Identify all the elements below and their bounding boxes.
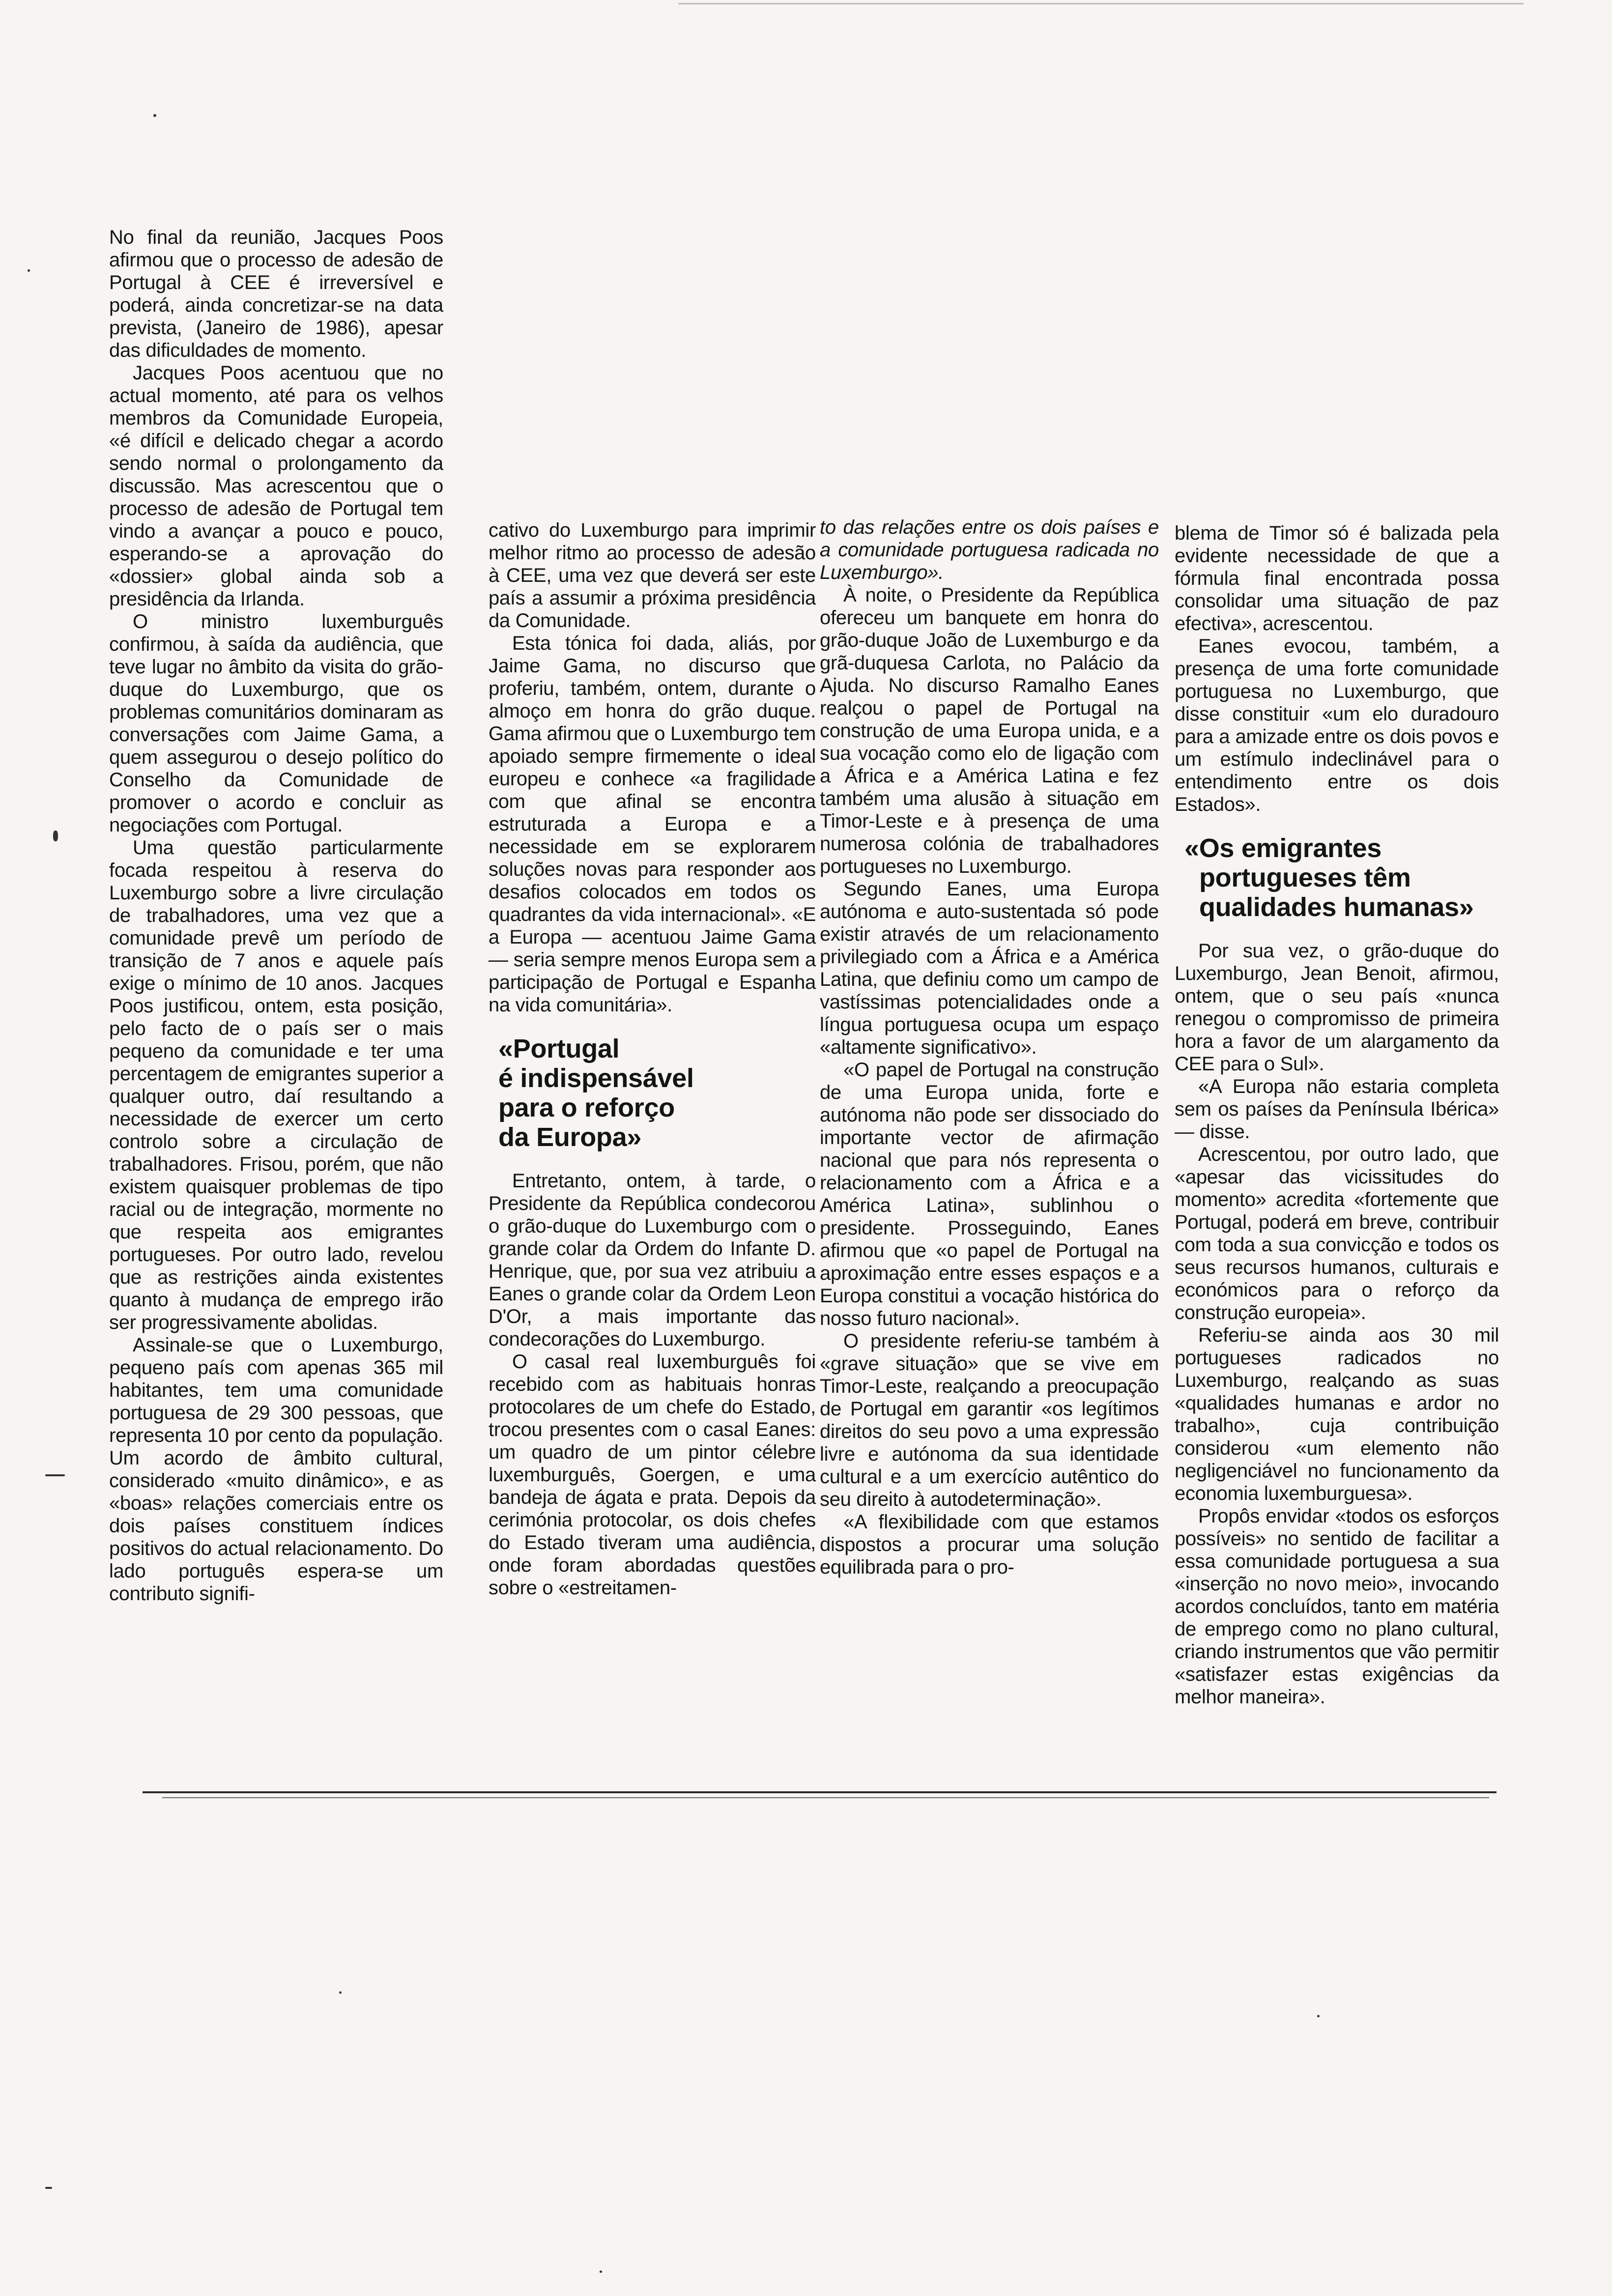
paragraph: to das relações entre os dois países e a comunidade portuguesa radicada no Luxemburgo». [820,517,1159,583]
scan-speck [339,1991,342,1994]
paragraph: Por sua vez, o grão-duque do Luxemburgo, Jean Benoit, afirmou, ontem, que o seu país «nunca renegou o compromisso de primeira hora a favor de um alargamento da CEE para o Sul». [1175,940,1499,1075]
paragraph: Eanes evocou, também, a presença de uma forte comunidade portuguesa no Luxemburgo, que disse constituir «um elo duradouro para a amizade entre os dois povos e um estímulo indeclinável para o entendimento entre os dois Estados». [1175,635,1499,815]
subheading-line: da Europa» [498,1122,642,1152]
subheading-emigrantes [1184,833,1499,922]
paragraph: Propôs envidar «todos os esforços possíveis» no sentido de facilitar a essa comunidade portuguesa a sua «inserção no novo meio», invocando acordos concluídos, tanto em matéria de emprego como no plano cultural, criando instrumentos que vão permitir «satisfazer estas exigências da melhor maneira». [1175,1505,1499,1708]
scan-speck [45,2187,52,2189]
article-column-4 [1175,522,1499,1708]
scan-speck [28,269,30,272]
paragraph: «A Europa não estaria completa sem os países da Península Ibérica» — disse. [1175,1076,1499,1143]
bottom-rule [143,1791,1497,1793]
paragraph: Assinale-se que o Luxemburgo, pequeno país com apenas 365 mil habitantes, tem uma comunidade portuguesa de 29 300 pessoas, que representa 10 por cento da população. Um acordo de âmbito cultural, considerado «muito dinâmico», e as «boas» relações comerciais entre os dois países constituem índices positivos do actual relacionamento. Do lado português espera-se um contributo signifi- [109,1334,443,1605]
paragraph: Acrescentou, por outro lado, que «apesar das vicissitudes do momento» acredita «fortemente que Portugal, poderá em breve, contribuir com toda a sua convicção e todos os seus recursos humanos, culturais e económicos para o reforço da construção europeia». [1175,1144,1499,1323]
subheading-portugal-indispensavel [498,1034,816,1152]
subheading-line: portugueses têm [1199,863,1411,892]
scan-speck [45,1474,65,1476]
subheading-line: é indispensável [498,1063,694,1093]
paragraph: Referiu-se ainda aos 30 mil portugueses radicados no Luxemburgo, realçando as suas «qualidades humanas e ardor no trabalho», cuja contribuição considerou «um elemento não negligenciável no funcionamento da economia luxemburguesa». [1175,1324,1499,1504]
page-edge-line [678,3,1524,4]
paragraph: Entretanto, ontem, à tarde, o Presidente da República condecorou o grão-duque do Luxemburgo com o grande colar da Ordem do Infante D. Henrique, que, por sua vez atribuiu a Eanes o grande colar da Ordem Leon D'Or, a mais importante das condecorações do Luxemburgo. [489,1170,816,1350]
paragraph: O ministro luxemburguês confirmou, à saída da audiência, que teve lugar no âmbito da visita do grão-duque do Luxemburgo, que os problemas comunitários dominaram as conversações com Jaime Gama, a quem assegurou o desejo político do Conselho da Comunidade de promover o acordo e concluir as negociações com Portugal. [109,611,443,836]
paragraph: Segundo Eanes, uma Europa autónoma e auto-sustentada só pode existir através de um relacionamento privilegiado com a África e a América Latina, que definiu como um campo de vastíssimas potencialidades onde a língua portuguesa ocupa um espaço «altamente significativo». [820,878,1159,1058]
article-column-3 [820,516,1159,1578]
article-column-1 [109,226,443,1605]
paragraph: À noite, o Presidente da República ofereceu um banquete em honra do grão-duque João de Luxemburgo e da grã-duquesa Carlota, no Palácio da Ajuda. No discurso Ramalho Eanes realçou o papel de Portugal na construção de uma Europa unida, e a sua vocação como elo de ligação com a África e a América Latina e fez também uma alusão à situação em Timor-Leste e à presença de uma numerosa colónia de trabalhadores portugueses no Luxemburgo. [820,584,1159,877]
scan-speck [1317,2015,1320,2017]
scan-speck [53,831,58,841]
paragraph: O presidente referiu-se também à «grave situação» que se vive em Timor-Leste, realçando a preocupação de Portugal em garantir «os legítimos direitos do seu povo a uma expressão livre e autónoma da sua identidade cultural e a um exercício autêntico do seu direito à autodeterminação». [820,1330,1159,1510]
subheading-line: qualidades humanas» [1199,892,1474,922]
paragraph: «O papel de Portugal na construção de uma Europa unida, forte e autónoma não pode ser dissociado do importante vector de afirmação nacional que para nós representa o relacionamento com a África e a América Latina», sublinhou o presidente. Prosseguindo, Eanes afirmou que «o papel de Portugal na aproximação entre esses espaços e a Europa constitui a vocação histórica do nosso futuro nacional». [820,1059,1159,1329]
paragraph: blema de Timor só é balizada pela evidente necessidade de que a fórmula final encontrada possa consolidar uma situação de paz efectiva», acrescentou. [1175,522,1499,634]
article-column-2 [489,519,816,1599]
bottom-rule-secondary [162,1797,1489,1798]
paragraph: Uma questão particularmente focada respeitou à reserva do Luxemburgo sobre a livre circulação de trabalhadores, uma vez que a comunidade prevê um período de transição de 7 anos e aquele país exige o mínimo de 10 anos. Jacques Poos justificou, ontem, esta posição, pelo facto de o país ser o mais pequeno da comunidade e ter uma percentagem de emigrantes superior a qualquer outro, daí resultando a necessidade de exercer um certo controlo sobre a circulação de trabalhadores. Frisou, porém, que não existem quaisquer problemas de tipo racial ou de integração, mormente no que respeita aos emigrantes portugueses. Por outro lado, revelou que as restrições ainda existentes quanto à mudança de emprego irão ser progressivamente abolidas. [109,837,443,1333]
paragraph: «A flexibilidade com que estamos dispostos a procurar uma solução equilibrada para o pro- [820,1511,1159,1578]
scan-speck [600,2270,602,2273]
subheading-line: «Portugal [498,1034,620,1063]
paragraph: Esta tónica foi dada, aliás, por Jaime Gama, no discurso que proferiu, também, ontem, durante o almoço em honra do grão duque. Gama afirmou que o Luxemburgo tem apoiado sempre firmemente o ideal europeu e conhece «a fragilidade com que afinal se encontra estruturada a Europa e a necessidade em se explorarem soluções novas para responder aos desafios colocados em todos os quadrantes da vida internacional». «E a Europa — acentuou Jaime Gama — seria sempre menos Europa sem a participação de Portugal e Espanha na vida comunitária». [489,632,816,1016]
paragraph: No final da reunião, Jacques Poos afirmou que o processo de adesão de Portugal à CEE é irreversível e poderá, ainda concretizar-se na data prevista, (Janeiro de 1986), apesar das dificuldades de momento. [109,227,443,361]
paragraph: O casal real luxemburguês foi recebido com as habituais honras protocolares de um chefe do Estado, trocou presentes com o casal Eanes: um quadro de um pintor célebre luxemburguês, Goergen, e uma bandeja de ágata e prata. Depois da cerimónia protocolar, os dois chefes do Estado tiveram uma audiência, onde foram abordadas questões sobre o «estreitamen- [489,1351,816,1599]
scan-speck [153,114,156,117]
subheading-line: para o reforço [498,1093,675,1122]
subheading-line: «Os emigrantes [1184,833,1382,863]
paragraph: Jacques Poos acentuou que no actual momento, até para os velhos membros da Comunidade Europeia, «é difícil e delicado chegar a acordo sendo normal o prolongamento da discussão. Mas acrescentou que o processo de adesão de Portugal tem vindo a avançar a pouco e pouco, esperando-se a aprovação do «dossier» global ainda sob a presidência da Irlanda. [109,362,443,610]
paragraph: cativo do Luxemburgo para imprimir melhor ritmo ao processo de adesão à CEE, uma vez que deverá ser este país a assumir a próxima presidência da Comunidade. [489,519,816,631]
